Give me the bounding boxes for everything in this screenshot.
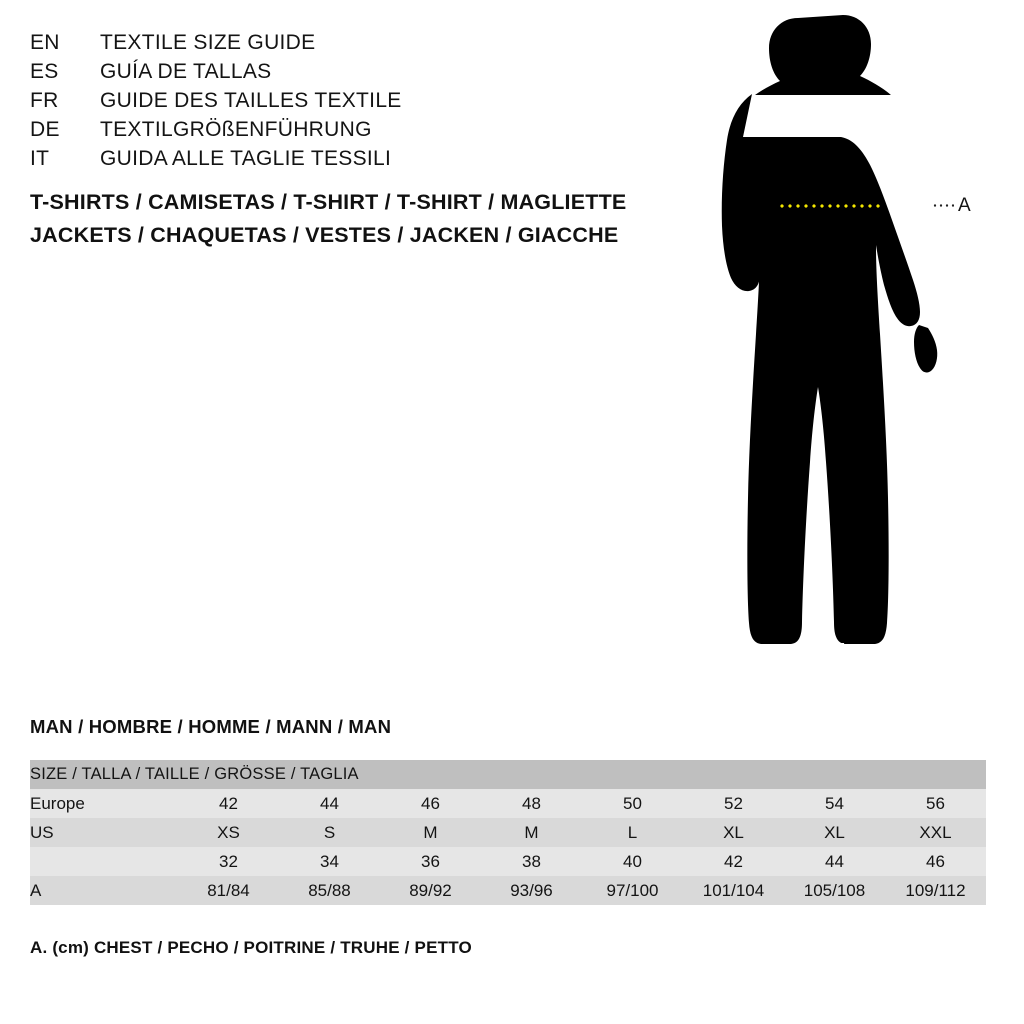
row-label-us: US xyxy=(30,822,54,842)
language-code: IT xyxy=(30,147,50,170)
language-code: ES xyxy=(30,60,59,83)
language-code: FR xyxy=(30,89,59,112)
cell-chest-5: 97/100 xyxy=(606,880,659,900)
cell-europe-5: 50 xyxy=(623,793,642,813)
language-header-block xyxy=(30,28,650,173)
size-chart-table xyxy=(30,760,986,905)
cell-numeric-7: 44 xyxy=(825,851,844,871)
language-title: TEXTILGRÖßENFÜHRUNG xyxy=(100,118,372,141)
cell-us-6: XL xyxy=(723,822,744,842)
figure-area xyxy=(700,10,1000,670)
cell-numeric-2: 34 xyxy=(320,851,339,871)
language-code: EN xyxy=(30,31,60,54)
language-row xyxy=(30,144,650,173)
language-title: GUIDE DES TAILLES TEXTILE xyxy=(100,89,402,112)
cell-us-3: M xyxy=(423,822,438,842)
row-label-a: A xyxy=(30,880,42,900)
table-row xyxy=(30,789,986,818)
cell-europe-2: 44 xyxy=(320,793,339,813)
language-row xyxy=(30,115,650,144)
cell-europe-6: 52 xyxy=(724,793,743,813)
cell-us-8: XXL xyxy=(919,822,952,842)
cell-chest-8: 109/112 xyxy=(905,880,966,900)
language-title: TEXTILE SIZE GUIDE xyxy=(100,31,316,54)
cell-chest-2: 85/88 xyxy=(308,880,351,900)
cell-chest-1: 81/84 xyxy=(207,880,250,900)
table-row xyxy=(30,847,986,876)
cell-numeric-5: 40 xyxy=(623,851,642,871)
cell-us-2: S xyxy=(323,822,336,842)
table-header-row xyxy=(30,760,986,789)
cell-us-5: L xyxy=(627,822,638,842)
cell-europe-7: 54 xyxy=(825,793,844,813)
measure-label-a: A xyxy=(958,195,972,216)
cell-us-7: XL xyxy=(824,822,845,842)
language-title: GUÍA DE TALLAS xyxy=(100,60,272,83)
male-silhouette-icon xyxy=(700,10,1000,670)
cell-chest-7: 105/108 xyxy=(803,880,866,900)
man-section-title: MAN / HOMBRE / HOMME / MANN / MAN xyxy=(30,716,392,737)
language-row xyxy=(30,86,650,115)
garment-line-tshirts: T-SHIRTS / CAMISETAS / T-SHIRT / T-SHIRT / MAGLIETTE xyxy=(30,190,627,214)
cell-us-4: M xyxy=(524,822,539,842)
row-label-blank xyxy=(30,847,178,876)
cell-chest-4: 93/96 xyxy=(510,880,553,900)
measure-leader-dots xyxy=(932,204,954,207)
language-title: GUIDA ALLE TAGLIE TESSILI xyxy=(100,147,392,170)
language-code: DE xyxy=(30,118,60,141)
language-row xyxy=(30,28,650,57)
cell-europe-1: 42 xyxy=(219,793,238,813)
cell-europe-3: 46 xyxy=(421,793,440,813)
row-label-europe: Europe xyxy=(30,793,85,813)
garment-line-jackets: JACKETS / CHAQUETAS / VESTES / JACKEN / GIACCHE xyxy=(30,223,619,247)
cell-europe-4: 48 xyxy=(522,793,541,813)
cell-chest-6: 101/104 xyxy=(702,880,765,900)
chest-footnote: A. (cm) CHEST / PECHO / POITRINE / TRUHE / PETTO xyxy=(30,938,472,957)
cell-numeric-4: 38 xyxy=(522,851,541,871)
cell-numeric-8: 46 xyxy=(926,851,945,871)
cell-numeric-6: 42 xyxy=(724,851,743,871)
table-row xyxy=(30,818,986,847)
table-row xyxy=(30,876,986,905)
cell-numeric-3: 36 xyxy=(421,851,440,871)
table-header-label: SIZE / TALLA / TAILLE / GRÖSSE / TAGLIA xyxy=(30,765,359,783)
chest-measure-line xyxy=(778,204,884,208)
cell-europe-8: 56 xyxy=(926,793,945,813)
cell-chest-3: 89/92 xyxy=(409,880,452,900)
garment-type-block xyxy=(30,186,670,252)
cell-us-1: XS xyxy=(217,822,240,842)
cell-numeric-1: 32 xyxy=(219,851,238,871)
language-row xyxy=(30,57,650,86)
